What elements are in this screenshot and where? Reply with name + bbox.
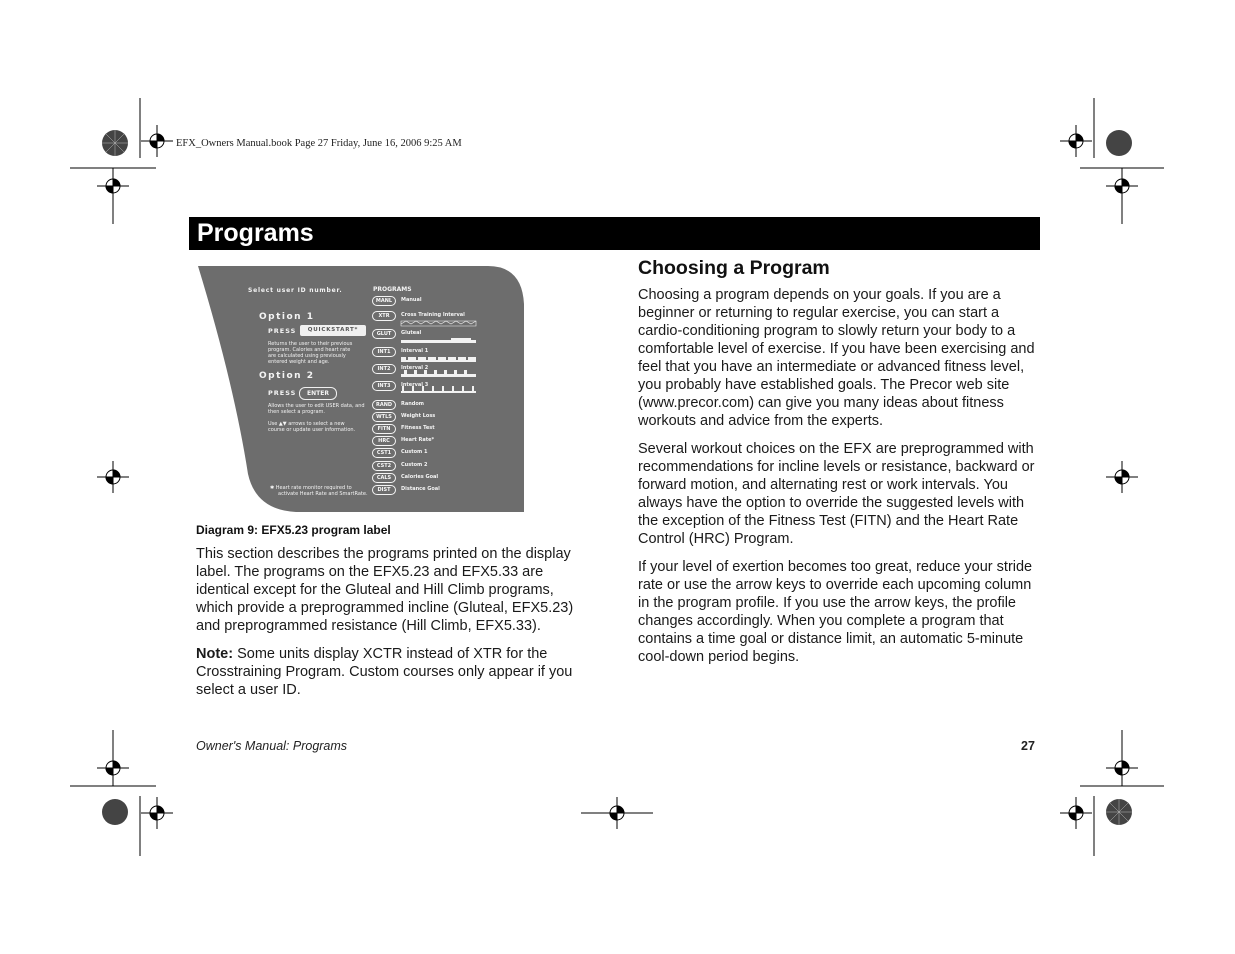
label-option1-desc-2: program. Calories and heart rate — [268, 347, 351, 353]
footer-title: Owner's Manual: Programs — [196, 739, 348, 753]
intro-paragraph: This section describes the programs printed on the display label. The programs on the EFX5.23 and EFX5.33 are identical except for the Gluteal and Hill Climb programs, which provide a preprogrammed incline (Gluteal, EFX5.23) and preprogrammed resistance (Hill Climb, EFX5.33). — [196, 546, 574, 634]
program-code: MANL — [372, 296, 396, 306]
program-name: Interval 3 — [401, 382, 429, 388]
program-code: HRC — [372, 436, 396, 446]
program-name: Cross Training Interval — [401, 312, 465, 318]
goals-paragraph: Choosing a program depends on your goals. If you are a beginner or returning to regular exercise, you can start a cardio-conditioning program to slowly return your body to a comfortable level of exercise. If you have been exercising and feel that you have an intermediate or advanced fitness level, you probably have established goals. The Precor web site (www.precor.com) can give you many ideas about fitness workouts and advice from the experts. — [638, 287, 1035, 429]
workout-choices-paragraph: Several workout choices on the EFX are preprogrammed with recommendations for incline levels or resistance, backward or forward motion, and alternating rest or work intervals. You always have the option to override the suggested levels with the exception of the Fitness Test (FITN) and the Heart Rate Control (HRC) Program. — [638, 441, 1035, 547]
program-code: CST1 — [372, 448, 396, 458]
right-column — [638, 286, 1038, 676]
label-use-text-1: Use ▲▼ arrows to select a new — [268, 421, 345, 427]
program-name: Custom 2 — [401, 462, 428, 468]
program-name: Weight Loss — [401, 413, 436, 419]
section-title-bar — [189, 217, 1040, 250]
note-label: Note: — [196, 646, 234, 662]
program-name: Gluteal — [401, 330, 422, 336]
program-code: INT1 — [372, 347, 396, 357]
program-name: Interval 2 — [401, 365, 429, 371]
section-heading: Programs — [197, 219, 314, 247]
program-code: WTLS — [372, 412, 396, 422]
label-option1-desc-4: entered weight and age. — [268, 359, 330, 365]
program-code: INT3 — [372, 381, 396, 391]
program-code: DIST — [372, 485, 396, 495]
label-option1-desc-3: are calculated using previously — [268, 353, 346, 359]
label-enter-button: ENTER — [299, 387, 337, 400]
label-footnote-1: ✱ Heart rate monitor required to — [270, 485, 352, 491]
program-code: RAND — [372, 400, 396, 410]
program-name: Fitness Test — [401, 425, 435, 431]
label-background — [196, 264, 526, 514]
program-name: Manual — [401, 297, 422, 303]
note-text: Some units display XCTR instead of XTR for the Crosstraining Program. Custom courses only appear if you select a user ID. — [196, 646, 573, 698]
choosing-program-heading: Choosing a Program — [638, 257, 830, 279]
label-programs-heading: PROGRAMS — [373, 286, 412, 293]
page-number: 27 — [1021, 739, 1035, 753]
program-code: FITN — [372, 424, 396, 434]
label-option1-press: PRESS — [268, 327, 297, 335]
label-option2-desc-1: Allows the user to edit USER data, and — [268, 403, 365, 409]
program-name: Calories Goal — [401, 474, 439, 480]
program-name: Interval 1 — [401, 348, 429, 354]
label-footnote-2: activate Heart Rate and SmartRate. — [278, 491, 368, 497]
label-option1-heading: Option 1 — [259, 312, 315, 322]
program-code: GLUT — [372, 329, 396, 339]
program-name: Custom 1 — [401, 449, 428, 455]
left-column — [196, 545, 592, 709]
program-code: CALS — [372, 473, 396, 483]
figure-caption: Diagram 9: EFX5.23 program label — [196, 523, 391, 537]
program-name: Heart Rate* — [401, 437, 435, 443]
label-option2-desc-2: then select a program. — [268, 409, 325, 415]
program-code: XTR — [372, 311, 396, 321]
print-header: EFX_Owners Manual.book Page 27 Friday, June 16, 2006 9:25 AM — [176, 138, 462, 149]
program-code: INT2 — [372, 364, 396, 374]
note-paragraph — [196, 645, 592, 699]
label-option1-desc-1: Returns the user to their previous — [268, 341, 353, 347]
label-quickstart-button: QUICKSTART* — [300, 325, 366, 336]
program-name: Distance Goal — [401, 486, 440, 492]
label-option2-press: PRESS — [268, 389, 297, 397]
program-label-figure — [196, 264, 526, 514]
label-select-text: Select user ID number. — [248, 287, 343, 294]
exertion-paragraph: If your level of exertion becomes too great, reduce your stride rate or use the arrow keys to override each upcoming column in the program profile. If you use the arrow keys, the profile changes accordingly. When you complete a program that contains a time goal or distance limit, an automatic 5-minute cool-down period begins. — [638, 559, 1033, 665]
label-option2-heading: Option 2 — [259, 371, 315, 381]
program-code: CST2 — [372, 461, 396, 471]
program-name: Random — [401, 401, 425, 407]
label-use-text-2: course or update user information. — [268, 427, 356, 433]
